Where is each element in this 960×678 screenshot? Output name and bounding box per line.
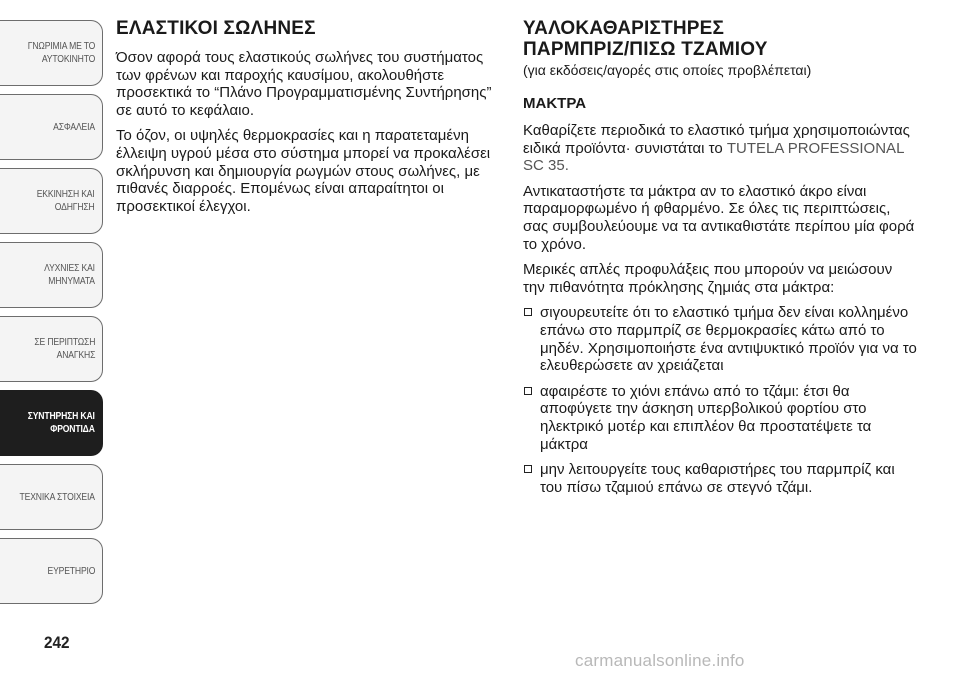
tab-getting-to-know-vehicle[interactable] — [0, 20, 103, 86]
blades-paragraph-1 — [523, 122, 918, 175]
hoses-paragraph-2: Το όζον, οι υψηλές θερμοκρασίες και η παρατεταμένη έλλειψη υγρού μέσα στο σύστημα μπορεί να προκαλέσει σκλήρυνση και δημιουργία ρωγμών στους σωλήνες, με πιθανές διαρροές. Επομένως είναι απαραίτητοι οι προσεκτικοί έλεγχοι. — [116, 127, 491, 215]
wipers-title-line2: ΠΑΡΜΠΡΙΖ/ΠΙΣΩ ΤΖΑΜΙΟΥ — [523, 39, 768, 60]
tab-label: ΛΥΧΝΙΕΣ ΚΑΙ ΜΗΝΥΜΑΤΑ — [44, 262, 95, 287]
tab-label: ΣΥΝΤΗΡΗΣΗ ΚΑΙ ΦΡΟΝΤΙΔΑ — [27, 410, 95, 435]
tab-label: ΕΥΡΕΤΗΡΙΟ — [47, 564, 95, 577]
list-item-text: αφαιρέστε το χιόνι επάνω από το τζάμι: έτσι θα αποφύγετε την άσκηση υπερβολικού φορτίου στο ηλεκτρικό μοτέρ και επιπλέον θα προστατέψετε τα μάκτρα — [540, 382, 872, 453]
list-item — [523, 383, 918, 453]
tab-label: ΕΚΚΙΝΗΣΗ ΚΑΙ ΟΔΗΓΗΣΗ — [37, 188, 95, 213]
tab-label: ΑΣΦΑΛΕΙΑ — [53, 120, 95, 133]
list-item — [523, 461, 918, 496]
blades-heading: ΜΑΚΤΡΑ — [523, 95, 587, 112]
tab-warning-lights[interactable] — [0, 242, 103, 308]
precautions-list — [523, 304, 918, 496]
hoses-paragraph-1: Όσον αφορά τους ελαστικούς σωλήνες του συστήματος των φρένων και παροχής καυσίμου, ακολουθήστε προσεκτικά το “Πλάνο Προγραμματισμένης Συντήρησης” σε αυτό το κεφάλαιο. — [116, 49, 492, 119]
tab-maintenance-care[interactable] — [0, 390, 103, 456]
tab-starting-driving[interactable] — [0, 168, 103, 234]
tab-label: ΓΝΩΡΙΜΙΑ ΜΕ ΤΟ ΑΥΤΟΚΙΝΗΤΟ — [27, 40, 95, 65]
blades-paragraph-1-text: Καθαρίζετε περιοδικά το ελαστικό τμήμα χρησιμοποιώντας ειδικά προϊόντα· συνιστάται το — [523, 122, 910, 157]
section-title-wipers — [523, 18, 918, 60]
left-column — [116, 18, 494, 223]
blades-paragraph-2: Αντικαταστήστε τα μάκτρα αν το ελαστικό άκρο είναι παραμορφωμένο ή φθαρμένο. Σε όλες τις περιπτώσεις, σας συμβουλεύουμε να τα αντικαθιστάτε περίπου μία φορά το χρόνο. — [523, 182, 915, 253]
tab-emergency[interactable] — [0, 316, 103, 382]
section-title-hoses: ΕΛΑΣΤΙΚΟΙ ΣΩΛΗΝΕΣ — [116, 18, 316, 39]
tab-label: ΤΕΧΝΙΚΑ ΣΤΟΙΧΕΙΑ — [19, 490, 95, 503]
square-bullet-icon — [524, 308, 532, 316]
tab-label: ΣΕ ΠΕΡΙΠΤΩΣΗ ΑΝΑΓΚΗΣ — [34, 336, 95, 361]
square-bullet-icon — [524, 465, 532, 473]
wipers-title-line1: ΥΑΛΟΚΑΘΑΡΙΣΤΗΡΕΣ — [523, 18, 725, 39]
tab-technical-data[interactable] — [0, 464, 103, 530]
chapter-sidebar — [0, 20, 103, 612]
tab-safety[interactable] — [0, 94, 103, 160]
square-bullet-icon — [524, 387, 532, 395]
list-item-text: μην λειτουργείτε τους καθαριστήρες του παρμπρίζ και του πίσω τζαμιού επάνω σε στεγνό τζάμι. — [540, 461, 895, 496]
tab-index[interactable] — [0, 538, 103, 604]
list-item-text: σιγουρευτείτε ότι το ελαστικό τμήμα δεν είναι κολλημένο επάνω στο παρμπρίζ σε θερμοκρασίες κάτω από το μηδέν. Χρησιμοποιήστε ένα αντιψυκτικό προϊόν για να το ελευθερώσετε αν χρειάζεται — [540, 304, 917, 375]
watermark: carmanualsonline.info — [575, 651, 745, 670]
product-name: TUTELA PROFESSIONAL SC 35. — [523, 139, 904, 175]
right-column — [523, 18, 918, 504]
wipers-subtitle: (για εκδόσεις/αγορές στις οποίες προβλέπεται) — [523, 62, 812, 78]
blades-paragraph-3: Μερικές απλές προφυλάξεις που μπορούν να μειώσουν την πιθανότητα πρόκλησης ζημιάς στα μάκτρα: — [523, 261, 893, 296]
list-item — [523, 304, 918, 374]
page-number: 242 — [44, 633, 70, 652]
